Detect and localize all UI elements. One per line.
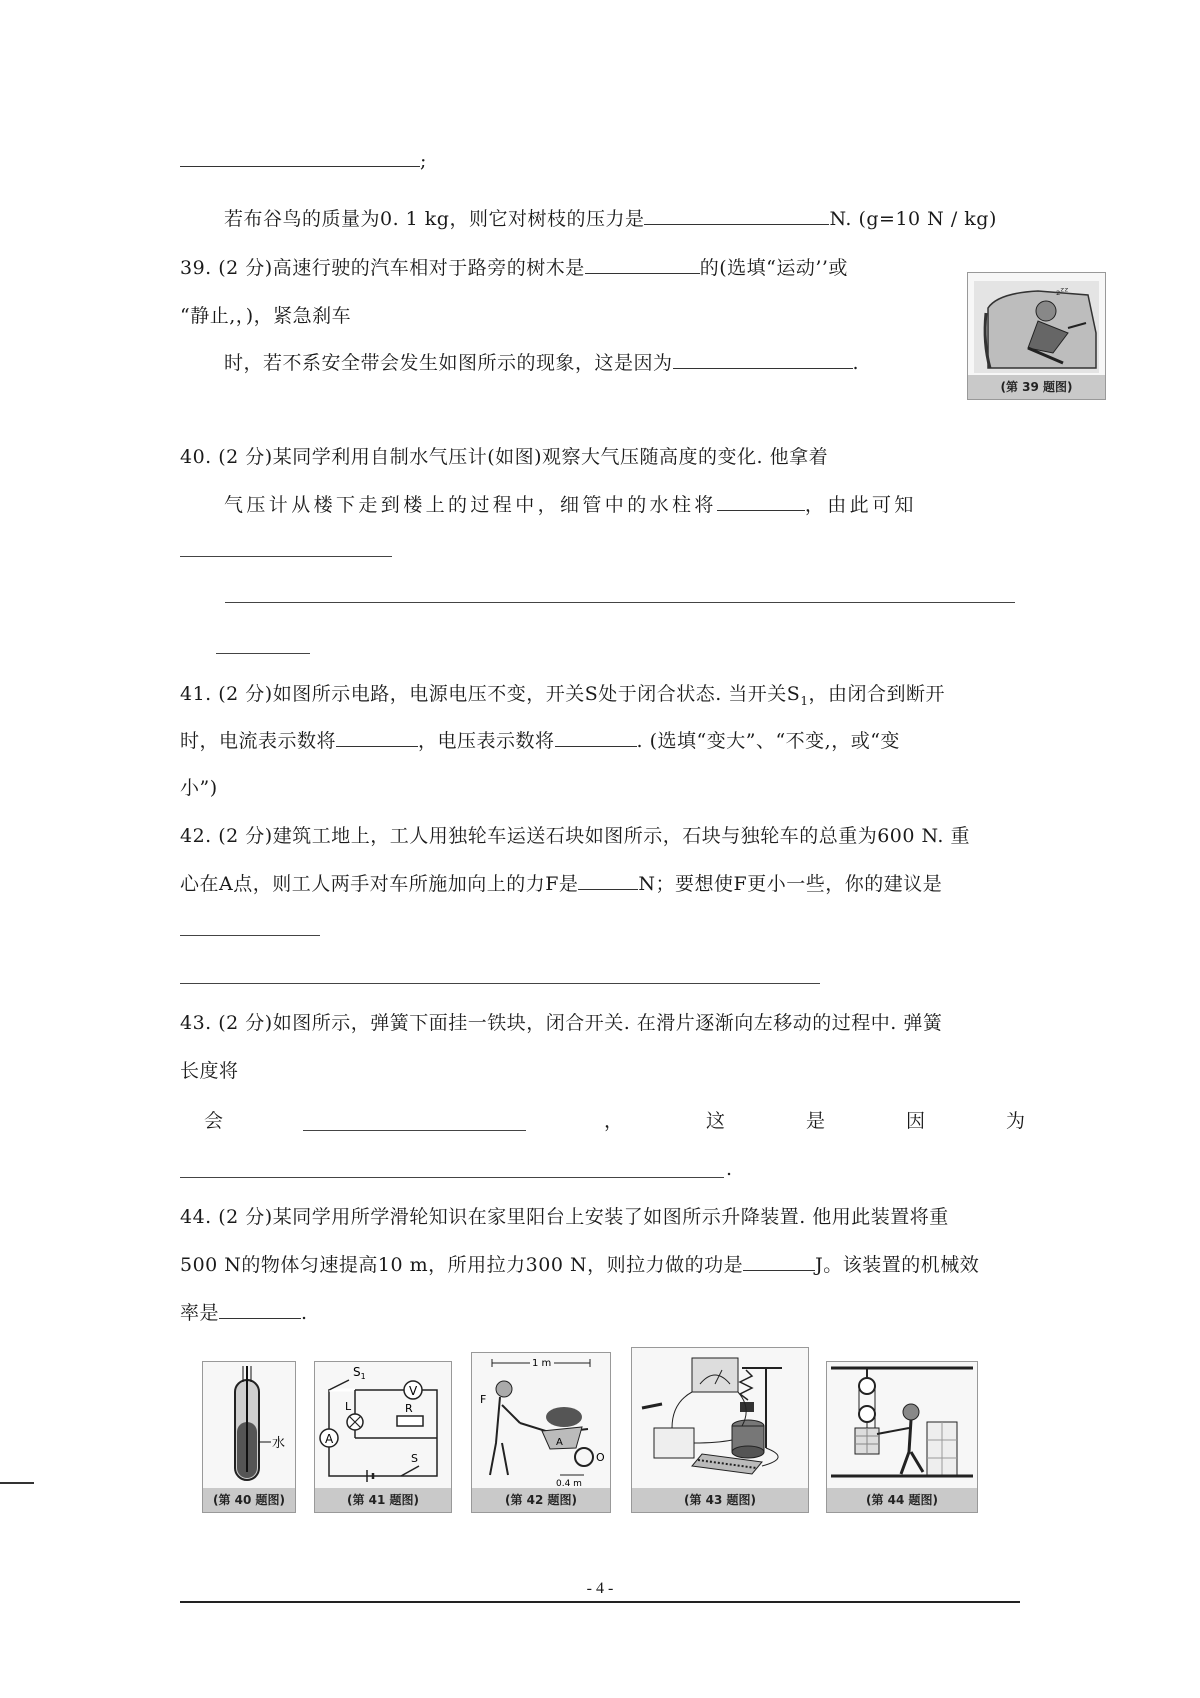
ammeter-label: A: [325, 1432, 334, 1446]
figure-caption: (第 41 题图): [315, 1488, 451, 1512]
q43-word-zhe: 这: [706, 1110, 726, 1132]
q40-line-1: 40. (2 分)某同学利用自制水气压计(如图)观察大气压随高度的变化. 他拿着: [180, 446, 829, 468]
q38-mass-line: 若布谷鸟的质量为0. 1 kg，则它对树枝的压力是 N. (g=10 N / kg): [224, 208, 997, 230]
water-barometer-illustration: [203, 1362, 295, 1488]
margin-mark: [0, 1482, 34, 1484]
q42-line-2: 心在A点，则工人两手对车所施加向上的力F是 N；要想使F更小一些，你的建议是: [180, 873, 943, 895]
q43-line-1: 43. (2 分)如图所示，弹簧下面挂一铁块，闭合开关. 在滑片逐渐向左移动的过程中. 弹簧: [180, 1012, 943, 1034]
circuit-diagram: [315, 1362, 451, 1488]
answer-line[interactable]: [180, 556, 392, 557]
figure-q42: [471, 1352, 611, 1513]
point-A-label: A: [556, 1437, 563, 1448]
q41-line-1: 41. (2 分)如图所示电路，电源电压不变，开关S处于闭合状态. 当开关$S_1$，由闭合到断开: [180, 683, 945, 708]
q40-line-2: 气压计从楼下走到楼上的过程中，细管中的水柱将 ，由此可知: [224, 494, 917, 516]
page-number: - 4 -: [586, 1580, 614, 1597]
answer-line[interactable]: [180, 983, 820, 984]
q43-line-2: 长度将: [180, 1060, 239, 1082]
dizzy-scribble: ₂ᶻᶻ: [1056, 285, 1069, 298]
resistor-label: R: [405, 1402, 413, 1415]
answer-blank[interactable]: [585, 255, 700, 274]
figure-q41: [314, 1361, 452, 1513]
q44-line-2: 500 N的物体匀速提高10 m，所用拉力300 N，则拉力做的功是 J。该装置的机械效: [180, 1254, 980, 1276]
answer-blank[interactable]: [578, 871, 638, 890]
q44-line-3: 率是 .: [180, 1302, 308, 1324]
lamp-label: L: [345, 1400, 352, 1413]
water-label: 水: [272, 1436, 286, 1451]
q41-line-2: 时，电流表示数将 ，电压表示数将 . (选填“变大”、“不变,，或“变: [180, 730, 900, 752]
q43-word-yin: 因: [906, 1110, 926, 1132]
answer-line-continuation: ;: [180, 148, 427, 174]
switch-label: S: [411, 1452, 418, 1465]
q39-line-1: 39. (2 分)高速行驶的汽车相对于路旁的树木是 的(选填“运动’’或: [180, 257, 848, 279]
answer-blank[interactable]: [219, 1300, 301, 1319]
wheelbarrow-illustration: [472, 1353, 610, 1488]
answer-blank[interactable]: [673, 350, 853, 369]
q43-word-shi: 是: [806, 1110, 826, 1132]
q41-line-3: 小”): [180, 777, 218, 799]
q42-line-1: 42. (2 分)建筑工地上，工人用独轮车运送石块如图所示，石块与独轮车的总重为600 N. 重: [180, 825, 971, 847]
answer-blank[interactable]: [644, 206, 829, 225]
figure-caption: (第 43 题图): [632, 1488, 808, 1512]
answer-line[interactable]: [180, 935, 320, 936]
figure-caption: (第 39 题图): [968, 375, 1105, 399]
footer-rule: [180, 1601, 1020, 1603]
dim-1m: 1 m: [532, 1358, 552, 1369]
answer-line[interactable]: [216, 653, 310, 654]
dim-0.4m: 0.4 m: [556, 1479, 582, 1488]
figure-q40: [202, 1361, 296, 1513]
q44-line-1: 44. (2 分)某同学用所学滑轮知识在家里阳台上安装了如图所示升降装置. 他用此装置将重: [180, 1206, 949, 1228]
pivot-O-label: O: [596, 1451, 605, 1464]
answer-blank[interactable]: [743, 1252, 815, 1271]
answer-blank[interactable]: [717, 492, 805, 511]
voltmeter-label: V: [409, 1384, 418, 1398]
q43-word-hui: 会: [204, 1110, 224, 1132]
answer-line[interactable]: [225, 602, 1015, 603]
figure-q43: [631, 1347, 809, 1513]
q39-line-3: 时，若不系安全带会发生如图所示的现象，这是因为 .: [224, 352, 860, 374]
figure-q44: [826, 1361, 978, 1513]
figure-caption: (第 44 题图): [827, 1488, 977, 1512]
figure-caption: (第 42 题图): [472, 1488, 610, 1512]
q39-line-2: “静止,，)，紧急刹车: [180, 305, 352, 327]
electromagnet-spring-illustration: [632, 1348, 808, 1488]
pulley-lift-illustration: [827, 1362, 977, 1488]
answer-line[interactable]: [180, 1177, 724, 1178]
answer-blank[interactable]: [180, 148, 420, 167]
q43-word-wei: 为: [1006, 1110, 1026, 1132]
answer-blank[interactable]: [555, 728, 637, 747]
figure-q39: [967, 272, 1106, 400]
q43-end-period: .: [726, 1158, 733, 1180]
answer-line[interactable]: [303, 1130, 526, 1131]
figure-caption: (第 40 题图): [203, 1488, 295, 1512]
label-S1: $S_1$: [353, 1365, 366, 1381]
answer-blank[interactable]: [336, 728, 418, 747]
force-label: F: [480, 1393, 487, 1406]
q43-comma: ，: [604, 1110, 624, 1132]
